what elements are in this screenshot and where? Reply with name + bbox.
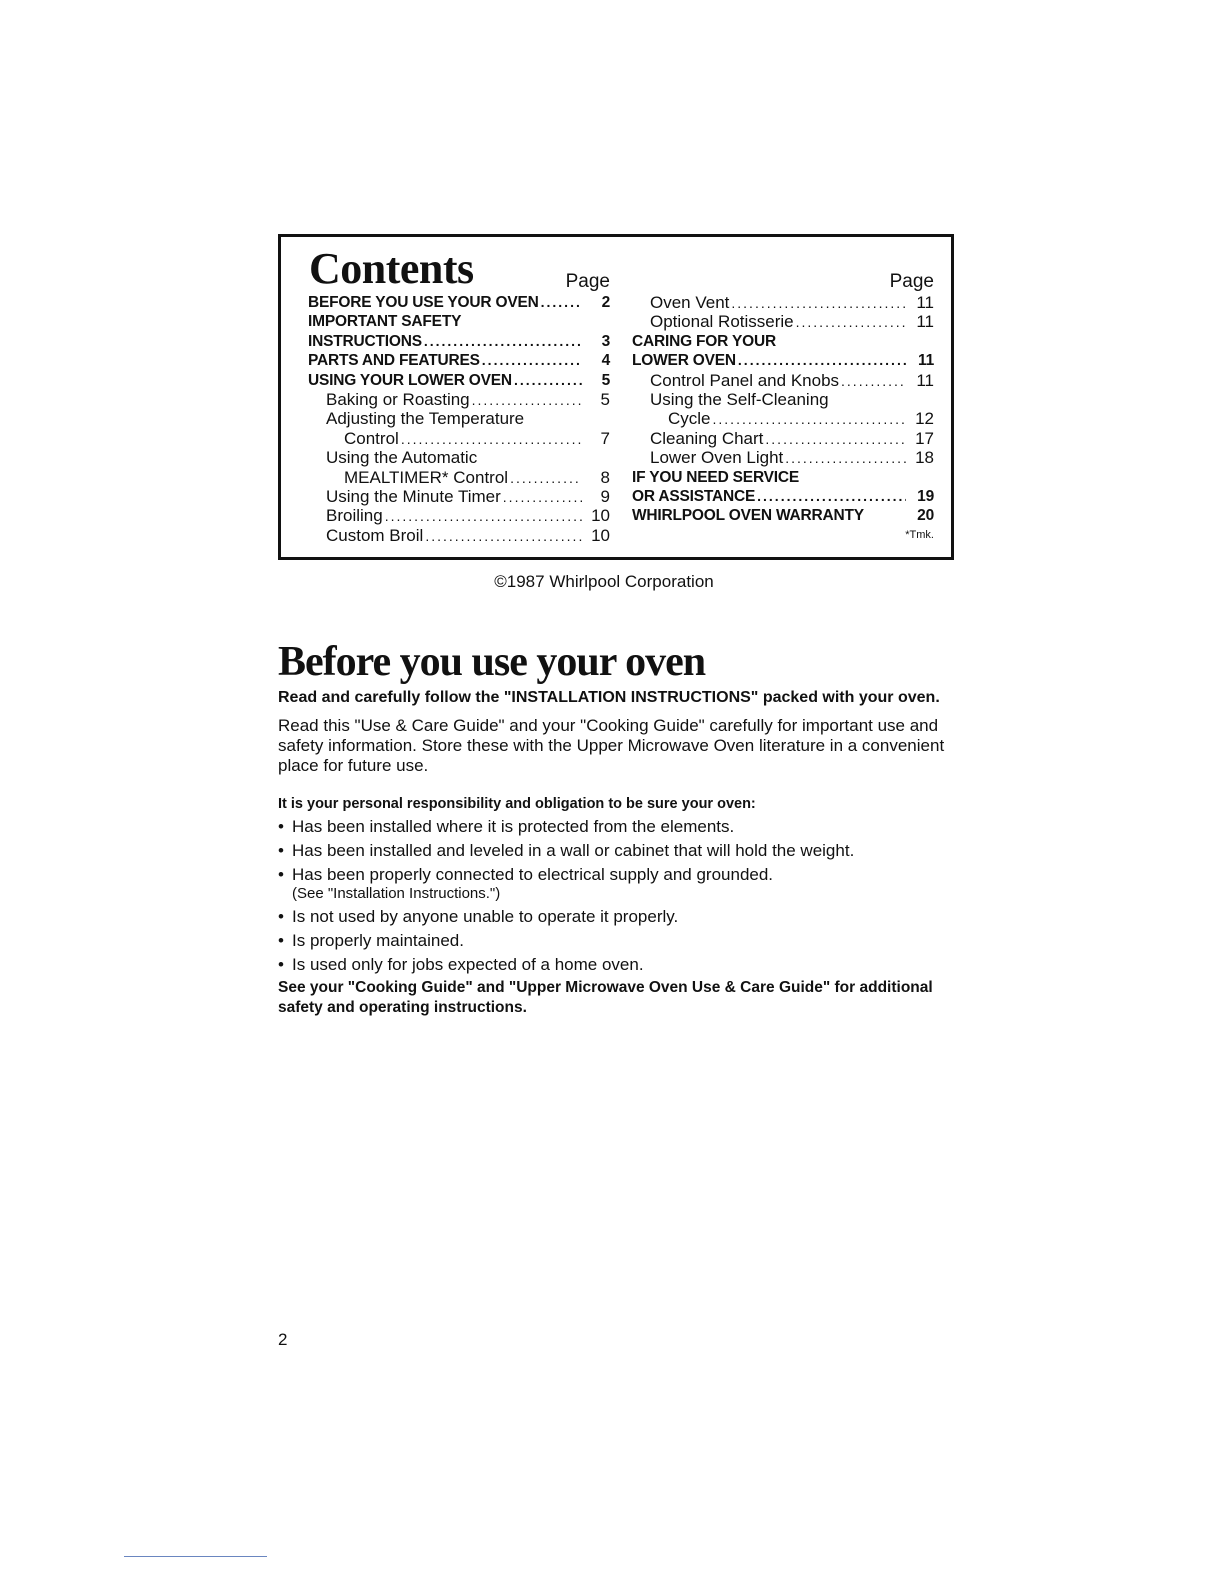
toc-dot-leader xyxy=(424,332,582,351)
toc-entry xyxy=(308,487,610,506)
toc-entry-label: Using the Minute Timer xyxy=(326,486,501,506)
list-item-text: Has been installed where it is protected from the elements. xyxy=(292,817,735,836)
toc-entry-page: 9 xyxy=(600,486,610,506)
toc-entry xyxy=(632,429,934,448)
toc-entry-label: Using the Self-Cleaning xyxy=(650,389,829,409)
page-number: 2 xyxy=(278,1330,288,1349)
toc-entry-page: 8 xyxy=(600,467,610,487)
toc-entry xyxy=(308,429,610,448)
toc-dot-leader xyxy=(765,430,906,449)
intro-paragraph: Read this "Use & Care Guide" and your "Cooking Guide" carefully for important use and safety information. Store these with the Upper Microwave Oven literature in a convenient place for future use. xyxy=(278,716,945,775)
toc-entry-label: Oven Vent xyxy=(650,293,730,312)
toc-dot-leader xyxy=(503,488,582,507)
toc-entry-page: 10 xyxy=(591,525,610,545)
toc-dot-leader xyxy=(541,293,582,312)
toc-entry-page: 2 xyxy=(601,294,610,311)
toc-dot-leader xyxy=(385,507,582,526)
bullet-icon: • xyxy=(278,817,284,836)
toc-entry xyxy=(632,332,934,351)
toc-entry-label: Cycle xyxy=(668,409,711,429)
section-title: Before you use your oven xyxy=(278,639,706,685)
toc-entry-label: Optional Rotisserie xyxy=(650,312,794,332)
toc-entry-page: 7 xyxy=(600,428,610,448)
toc-entry xyxy=(308,371,610,390)
toc-entry-page: 5 xyxy=(601,371,610,389)
toc-entry-label: IF YOU NEED SERVICE xyxy=(632,468,800,486)
toc-dot-leader xyxy=(482,351,582,370)
list-item xyxy=(278,864,958,903)
list-item xyxy=(278,840,958,861)
toc-entry xyxy=(632,409,934,428)
toc-entry xyxy=(632,506,934,525)
toc-entry-label: USING YOUR LOWER OVEN xyxy=(308,371,512,389)
toc-entry-label: OR ASSISTANCE xyxy=(632,487,756,505)
list-item-text: Has been installed and leveled in a wall or cabinet that will hold the weight. xyxy=(292,841,855,860)
copyright-line xyxy=(0,571,1224,593)
toc-entry-label: WHIRLPOOL OVEN WARRANTY xyxy=(632,507,864,525)
contents-right-column xyxy=(632,271,934,542)
toc-entry xyxy=(632,390,934,409)
toc-entry xyxy=(308,332,610,351)
toc-entry xyxy=(308,351,610,370)
toc-entry-page: 20 xyxy=(917,507,934,525)
list-item xyxy=(278,930,958,951)
bullet-icon: • xyxy=(278,907,284,926)
toc-entry-label: MEALTIMER* Control xyxy=(344,467,509,487)
contents-left-column xyxy=(308,271,610,545)
toc-entry-label: IMPORTANT SAFETY xyxy=(308,313,462,331)
contents-box xyxy=(278,234,954,560)
toc-entry-label: Control xyxy=(344,428,399,448)
toc-entry-label: LOWER OVEN xyxy=(632,352,736,370)
toc-entry xyxy=(632,371,934,390)
footer-rule xyxy=(124,1556,267,1557)
trademark-note: *Tmk. xyxy=(905,528,934,541)
list-item xyxy=(278,816,958,837)
toc-entry xyxy=(308,293,610,312)
list-item-text: Is not used by anyone unable to operate it properly. xyxy=(292,907,679,926)
toc-entry-page: 18 xyxy=(915,448,934,468)
toc-entry-page: 3 xyxy=(601,332,610,350)
toc-dot-leader xyxy=(713,410,906,429)
toc-entry-label: Control Panel and Knobs xyxy=(650,370,840,390)
responsibility-heading: It is your personal responsibility and obligation to be sure your oven: xyxy=(278,796,756,812)
toc-dot-leader xyxy=(785,449,906,468)
toc-entry-label: PARTS AND FEATURES xyxy=(308,352,480,370)
toc-entry-page: 11 xyxy=(916,370,934,390)
toc-entry-label: Using the Automatic xyxy=(326,448,478,468)
list-item xyxy=(278,954,958,975)
toc-dot-leader xyxy=(796,313,906,332)
toc-entry-label: Cleaning Chart xyxy=(650,428,764,448)
toc-entry-label: Baking or Roasting xyxy=(326,389,470,409)
toc-entry xyxy=(308,506,610,525)
toc-dot-leader xyxy=(401,430,582,449)
bullet-icon: • xyxy=(278,865,284,884)
toc-entry xyxy=(308,448,610,467)
list-item-note: (See "Installation Instructions.") xyxy=(292,885,501,902)
toc-entry xyxy=(308,409,610,428)
toc-dot-leader xyxy=(425,527,582,546)
responsibility-list xyxy=(278,816,958,975)
toc-dot-leader xyxy=(510,469,582,488)
toc-entry xyxy=(308,312,610,331)
toc-entry-page: 11 xyxy=(916,293,934,312)
toc-entry-page: 4 xyxy=(601,352,610,370)
list-item xyxy=(278,906,958,927)
toc-entry-label: Broiling xyxy=(326,506,383,526)
bullet-icon: • xyxy=(278,841,284,860)
toc-dot-leader xyxy=(738,351,906,370)
installation-notice: Read and carefully follow the "INSTALLATION INSTRUCTIONS" packed with your oven. xyxy=(278,689,940,706)
toc-entry xyxy=(632,468,934,487)
contents-title: Contents xyxy=(309,244,474,293)
toc-entry-label: Custom Broil xyxy=(326,525,424,545)
toc-dot-leader xyxy=(514,371,582,390)
toc-dot-leader xyxy=(757,487,906,506)
toc-entry-page: 5 xyxy=(600,389,610,409)
list-item-text: Is used only for jobs expected of a home oven. xyxy=(292,955,644,974)
toc-entry-label: INSTRUCTIONS xyxy=(308,332,422,350)
toc-entry xyxy=(308,468,610,487)
toc-entry xyxy=(308,390,610,409)
toc-entry xyxy=(632,293,934,312)
bullet-icon: • xyxy=(278,955,284,974)
toc-entry xyxy=(632,487,934,506)
toc-entry-page: 19 xyxy=(917,487,934,505)
toc-entry-page: 11 xyxy=(918,352,934,370)
toc-dot-leader xyxy=(731,294,906,313)
toc-dot-leader xyxy=(841,372,906,391)
toc-dot-leader xyxy=(472,391,582,410)
section-body xyxy=(278,688,958,1018)
bullet-icon: • xyxy=(278,931,284,950)
toc-entry xyxy=(632,312,934,331)
list-item-text: Is properly maintained. xyxy=(292,931,464,950)
toc-entry-page: 11 xyxy=(916,312,934,332)
toc-entry-page: 12 xyxy=(915,409,934,429)
copyright-text: ©1987 Whirlpool Corporation xyxy=(494,572,714,591)
toc-entry xyxy=(632,351,934,370)
toc-entry-label: BEFORE YOU USE YOUR OVEN xyxy=(308,294,539,311)
page-column-header-right: Page xyxy=(889,271,934,292)
list-item-text: Has been properly connected to electrical supply and grounded. xyxy=(292,865,774,884)
page-column-header-left: Page xyxy=(565,271,610,292)
toc-entry xyxy=(308,526,610,545)
toc-entry-page: 17 xyxy=(915,428,934,448)
toc-entry-label: CARING FOR YOUR xyxy=(632,332,776,350)
closing-notice: See your "Cooking Guide" and "Upper Microwave Oven Use & Care Guide" for additional safety and operating instructions. xyxy=(278,979,933,1016)
toc-entry-label: Adjusting the Temperature xyxy=(326,409,525,429)
toc-entry-page: 10 xyxy=(591,506,610,526)
toc-entry xyxy=(632,448,934,467)
toc-entry-label: Lower Oven Light xyxy=(650,448,784,468)
